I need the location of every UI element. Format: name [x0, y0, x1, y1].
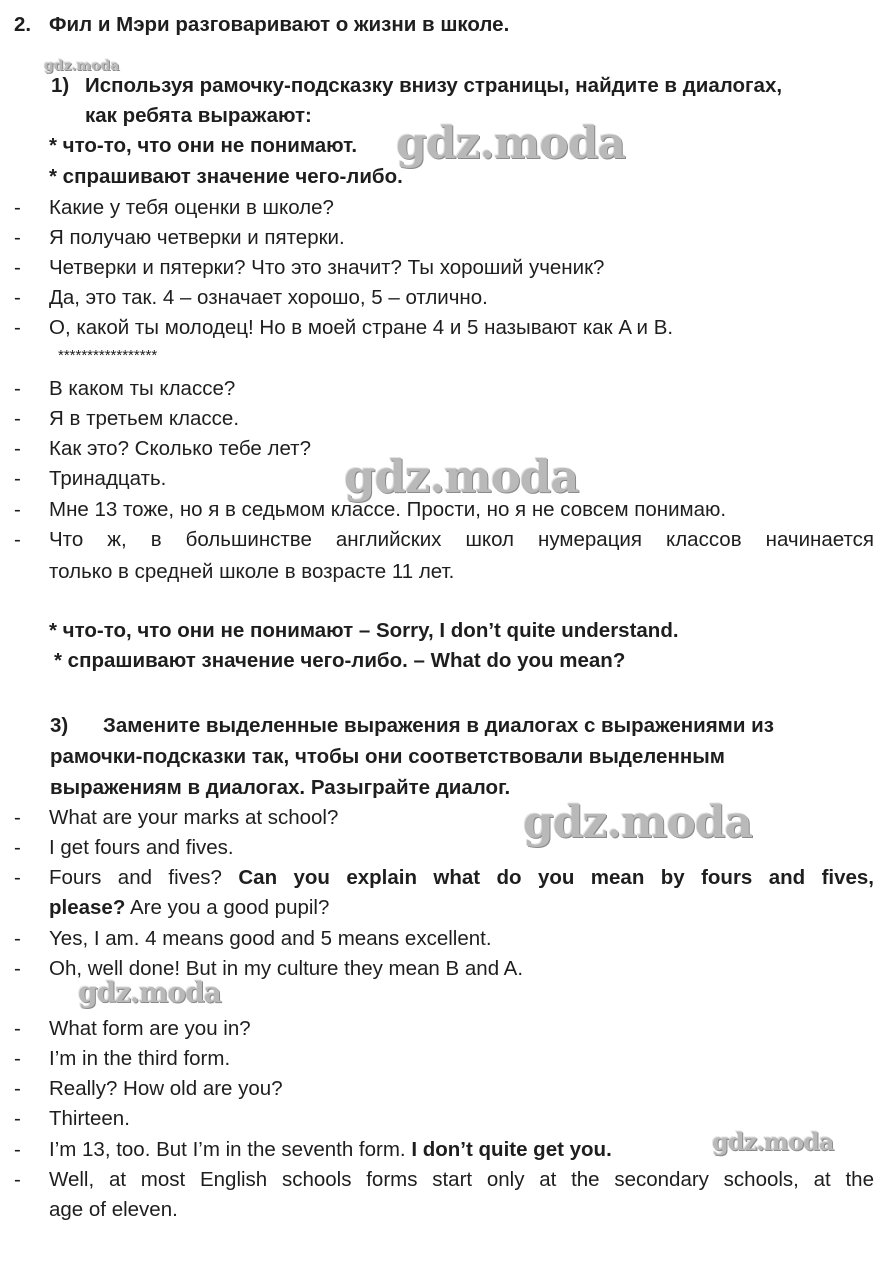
watermark-small-top: gdz.moda — [44, 58, 120, 74]
dash: - — [14, 226, 21, 249]
dialogue-line-continuation — [49, 896, 329, 920]
dash: - — [14, 407, 21, 430]
dash: - — [14, 1138, 21, 1161]
dialogue-line: О, какой ты молодец! Но в моей стране 4 и 5 называют как A и B. — [49, 316, 674, 339]
dialogue-line: What form are you in? — [49, 1017, 251, 1040]
dialogue-line: Какие у тебя оценки в школе? — [49, 196, 334, 219]
dash: - — [14, 1047, 21, 1070]
dialogue-line: Я в третьем классе. — [49, 407, 240, 430]
part1-instruction-line2: как ребята выражают: — [85, 104, 312, 127]
dash: - — [14, 256, 21, 279]
part3-instruction-line2: рамочки-подсказки так, чтобы они соответствовали выделенным — [50, 745, 725, 768]
dialogue-line: What are your marks at school? — [49, 806, 339, 829]
dialogue-line: Yes, I am. 4 means good and 5 means excellent. — [49, 927, 492, 950]
dash: - — [14, 1168, 21, 1191]
dialogue-line-justified: Well, at most English schools forms start only at the secondary schools, at the — [49, 1168, 874, 1191]
dialogue-line: Я получаю четверки и пятерки. — [49, 226, 345, 249]
part3-instruction-line1: Замените выделенные выражения в диалогах с выражениями из — [103, 714, 774, 737]
dialogue-line-justified: Что ж, в большинстве английских школ нумерация классов начинается — [49, 528, 874, 551]
dialogue-line: Как это? Сколько тебе лет? — [49, 437, 311, 460]
dialogue-line — [49, 1138, 612, 1162]
dialogue-line-continuation: только в средней школе в возрасте 11 лет. — [49, 560, 455, 583]
dialogue-line: Thirteen. — [49, 1107, 130, 1130]
dash: - — [14, 1077, 21, 1100]
watermark: gdz.moda — [396, 118, 626, 169]
dash: - — [14, 806, 21, 829]
watermark: gdz.moda — [523, 797, 753, 848]
watermark: gdz.moda — [344, 450, 579, 503]
plain-text: Are you a good pupil? — [129, 896, 330, 919]
task-title: Фил и Мэри разговаривают о жизни в школе. — [49, 13, 510, 36]
dash: - — [14, 377, 21, 400]
dash: - — [14, 836, 21, 859]
separator: ***************** — [58, 347, 158, 364]
part1-number: 1) — [51, 74, 70, 97]
highlighted-expression: please? — [49, 896, 126, 919]
dash: - — [14, 957, 21, 980]
dash: - — [14, 437, 21, 460]
dash: - — [14, 1017, 21, 1040]
dialogue-line: Тринадцать. — [49, 467, 167, 490]
answer-1: * что-то, что они не понимают – Sorry, I don’t quite understand. — [49, 619, 679, 642]
dash: - — [14, 286, 21, 309]
dialogue-line: Четверки и пятерки? Что это значит? Ты хороший ученик? — [49, 256, 605, 279]
dialogue-line: Мне 13 тоже, но я в седьмом классе. Прости, но я не совсем понимаю. — [49, 498, 727, 521]
dash: - — [14, 1107, 21, 1130]
dash: - — [14, 498, 21, 521]
highlighted-expression: Can you explain what do you mean by fours and fives, — [238, 866, 874, 889]
dialogue-line: Да, это так. 4 – означает хорошо, 5 – отлично. — [49, 286, 488, 309]
dialogue-line: Oh, well done! But in my culture they mean B and A. — [49, 957, 524, 980]
plain-text: I’m 13, too. But I’m in the seventh form. — [49, 1138, 406, 1161]
dash: - — [14, 528, 21, 551]
part1-instruction-line1: Используя рамочку-подсказку внизу страницы, найдите в диалогах, — [85, 74, 783, 97]
watermark: gdz.moda — [78, 976, 221, 1009]
part1-bullet1: * что-то, что они не понимают. — [49, 134, 358, 157]
dialogue-line-justified — [49, 863, 874, 893]
answer-2: * спрашивают значение чего-либо. – What do you mean? — [54, 649, 626, 672]
dash: - — [14, 467, 21, 490]
highlighted-expression: I don’t quite get you. — [411, 1138, 612, 1161]
watermark: gdz.moda — [712, 1127, 834, 1156]
plain-text: Fours and fives? — [49, 866, 222, 889]
dialogue-line: В каком ты классе? — [49, 377, 236, 400]
dash: - — [14, 866, 21, 889]
dialogue-line: I’m in the third form. — [49, 1047, 231, 1070]
part3-instruction-line3: выражениям в диалогах. Разыграйте диалог. — [50, 776, 511, 799]
part3-number: 3) — [50, 714, 69, 737]
dialogue-line: I get fours and fives. — [49, 836, 234, 859]
dash: - — [14, 316, 21, 339]
dialogue-line: Really? How old are you? — [49, 1077, 283, 1100]
dash: - — [14, 196, 21, 219]
dialogue-line-continuation: age of eleven. — [49, 1198, 178, 1221]
part1-bullet2: * спрашивают значение чего-либо. — [49, 165, 403, 188]
task-number: 2. — [14, 13, 32, 36]
dash: - — [14, 927, 21, 950]
